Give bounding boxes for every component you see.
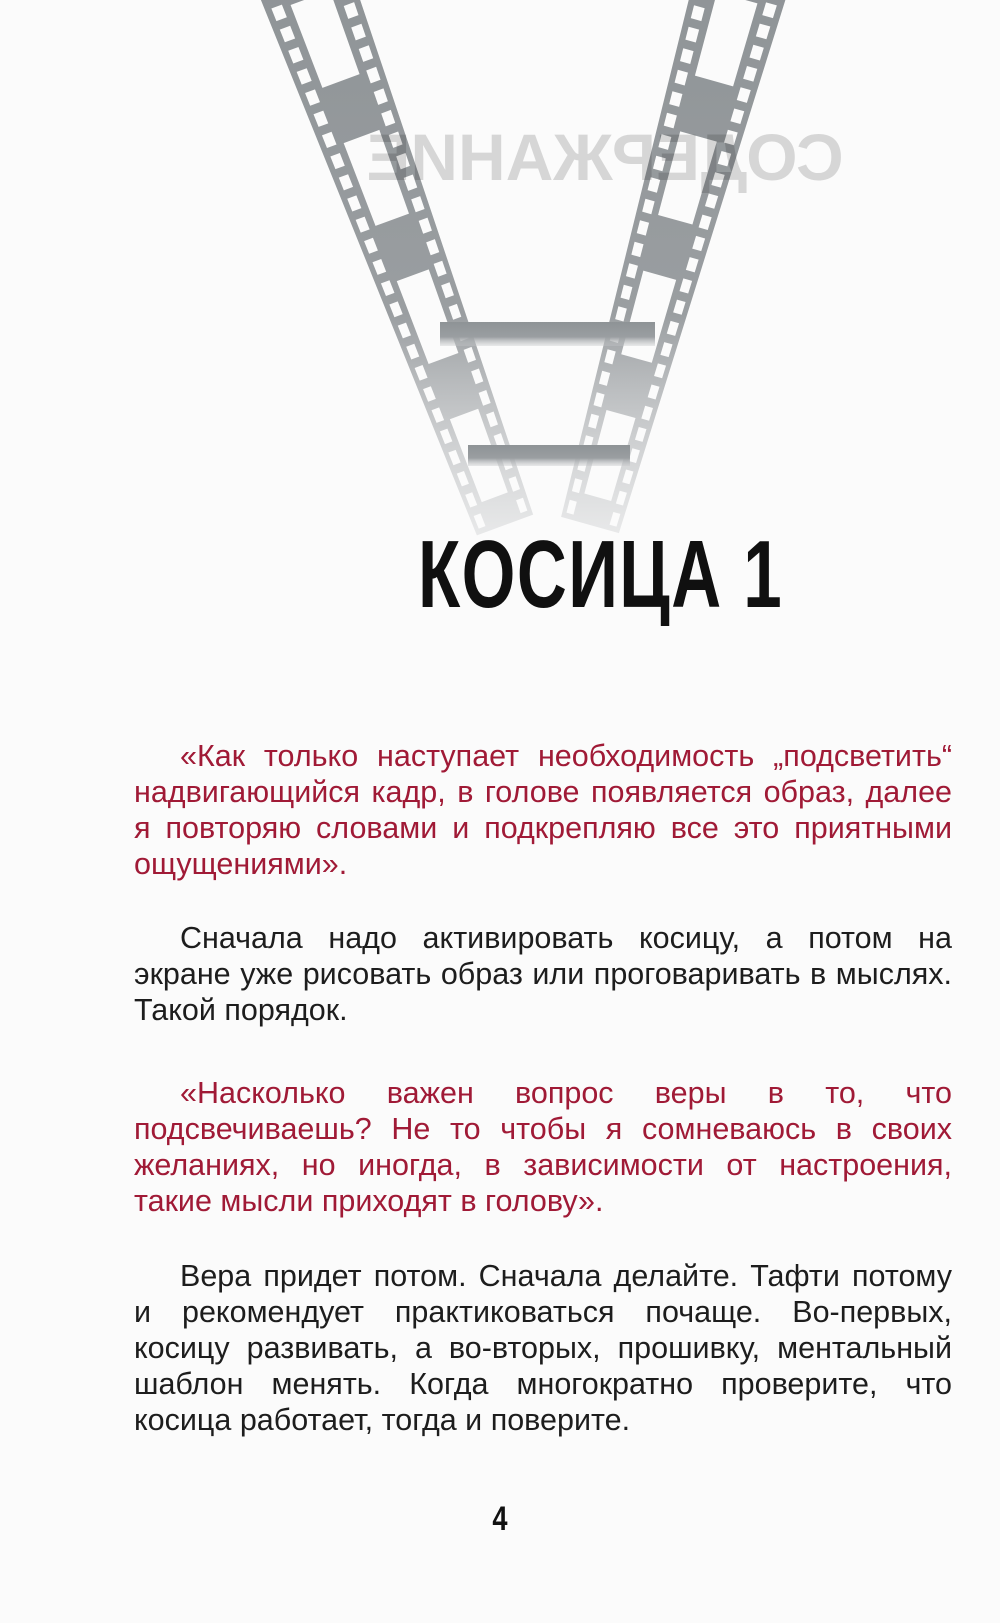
reader-question-1: «Как только наступает необходимость „подсветить“ надвигающийся кадр, в голове появляется образ, далее я повторяю словами и подкрепляю все это приятными ощущениями». [134,739,952,881]
author-answer-2: Вера придет потом. Сначала делайте. Тафти потому и рекомендует практиковаться почаще. Во-первых, косицу развивать, а во-вторых, прошивку, ментальный шаблон менять. Когда многократно проверите, что косица работает, тогда и поверите. [134,1259,952,1437]
author-answer-1: Сначала надо активировать косицу, а потом на экране уже рисовать образ или проговаривать в мыслях. Такой порядок. [134,921,952,1027]
film-frame-bar-2 [468,445,630,466]
chapter-title: КОСИЦА 1 [418,521,784,628]
reader-question-2: «Насколько важен вопрос веры в то, что подсвечиваешь? Не то чтобы я сомневаюсь в своих желаниях, но иногда, в зависимости от настроения, такие мысли приходят в голову». [134,1076,952,1218]
page-number: 4 [492,1500,508,1538]
mirror-text-glyphs: СОДЕРЖАНИЕ [366,120,844,194]
background-mirror-text [366,100,844,220]
film-frame-bar-1 [440,322,655,346]
